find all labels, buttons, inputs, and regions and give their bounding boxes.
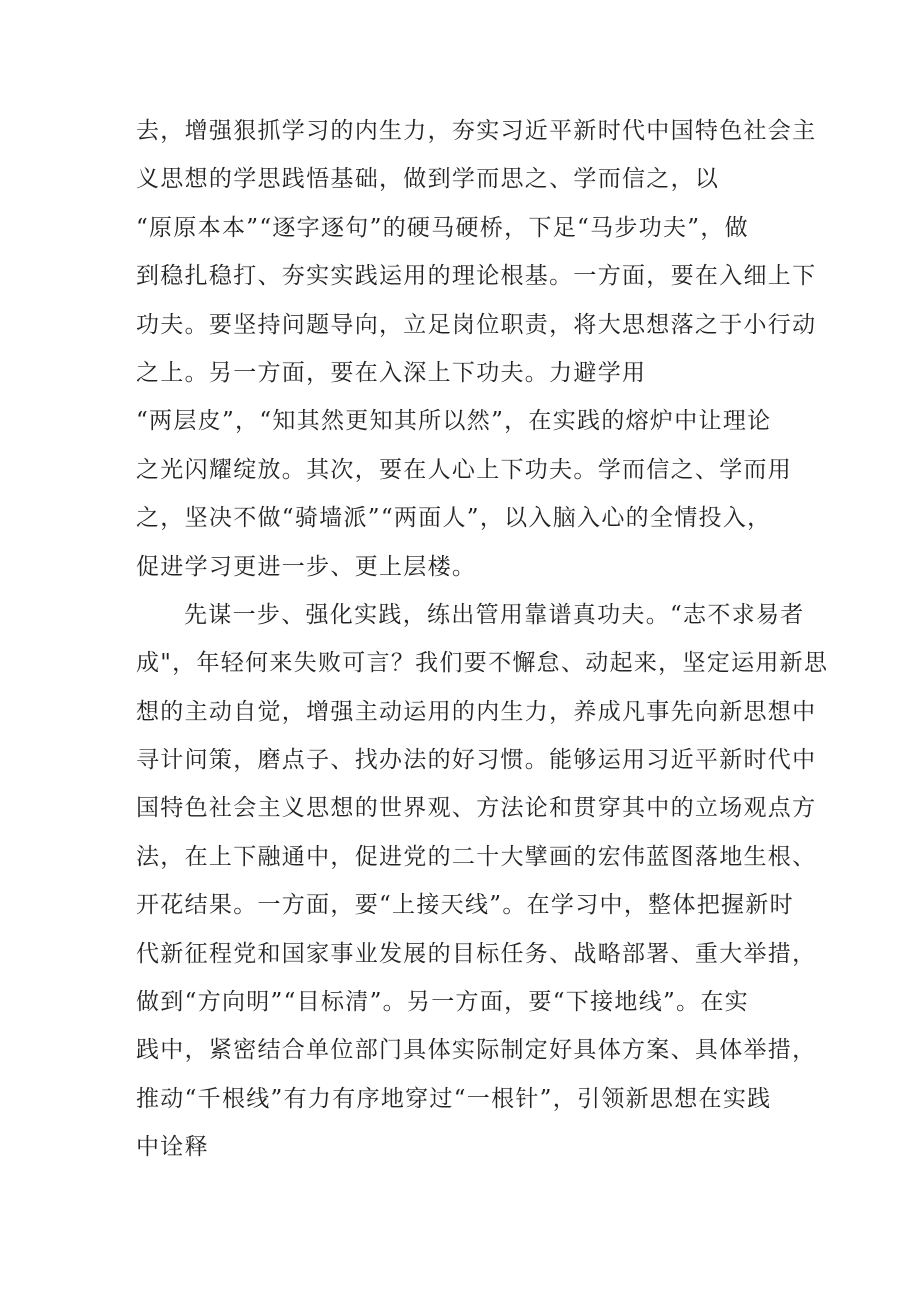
paragraph-2 [136,591,829,1172]
text-line: 促进学习更进一步、更上层楼。 [136,553,477,580]
text-line: 之光闪耀绽放。其次，要在人心上下功夫。学而信之、学而用 [136,456,793,483]
paragraph-1 [136,107,817,591]
text-line: 到稳扎稳打、夯实实践运用的理论根基。一方面，要在入细上下 [136,263,817,290]
text-line: 之，坚决不做“骑墙派”“两面人”，以入脑入心的全情投入， [136,505,772,532]
text-line: 国特色社会主义思想的世界观、方法论和贯穿其中的立场观点方 [136,795,817,822]
text-line: 去，增强狠抓学习的内生力，夯实习近平新时代中国特色社会主 [136,118,817,144]
text-line: “两层皮”，“知其然更知其所以然”，在实践的熔炉中让理论 [136,408,772,435]
text-line: 开花结果。一方面，要“上接天线”。在学习中，整体把握新时 [136,892,794,919]
text-line: 之上。另一方面，要在入深上下功夫。力避学用 [136,359,647,386]
text-line: 中诠释 [136,1134,209,1161]
text-line: 义思想的学思践悟基础，做到学而思之、学而信之，以 [136,166,720,193]
body-text [136,107,829,1172]
text-line: 想的主动自觉，增强主动运用的内生力，养成凡事先向新思想中 [136,698,817,725]
text-line: 推动“千根线”有力有序地穿过“一根针”，引领新思想在实践 [136,1085,772,1112]
text-line: 成"，年轻何来失败可言？我们要不懈怠、动起来，坚定运用新思 [136,650,829,677]
text-line: 功夫。要坚持问题导向，立足岗位职责，将大思想落之于小行动 [136,311,817,338]
text-line: 寻计问策，磨点子、找办法的好习惯。能够运用习近平新时代中 [136,747,817,774]
text-line: 法，在上下融通中，促进党的二十大擘画的宏伟蓝图落地生根、 [136,843,817,870]
text-line: 做到“方向明”“目标清”。另一方面，要“下接地线”。在实 [136,989,749,1016]
text-line: 代新征程党和国家事业发展的目标任务、战略部署、重大举措， [136,940,817,967]
text-line: “原原本本”“逐字逐句”的硬马硬桥，下足“马步功夫”，做 [136,214,749,241]
text-line: 践中，紧密结合单位部门具体实际制定好具体方案、具体举措， [136,1037,817,1064]
text-line-indented: 先谋一步、强化实践，练出管用靠谱真功夫。“志不求易者 [184,601,805,628]
